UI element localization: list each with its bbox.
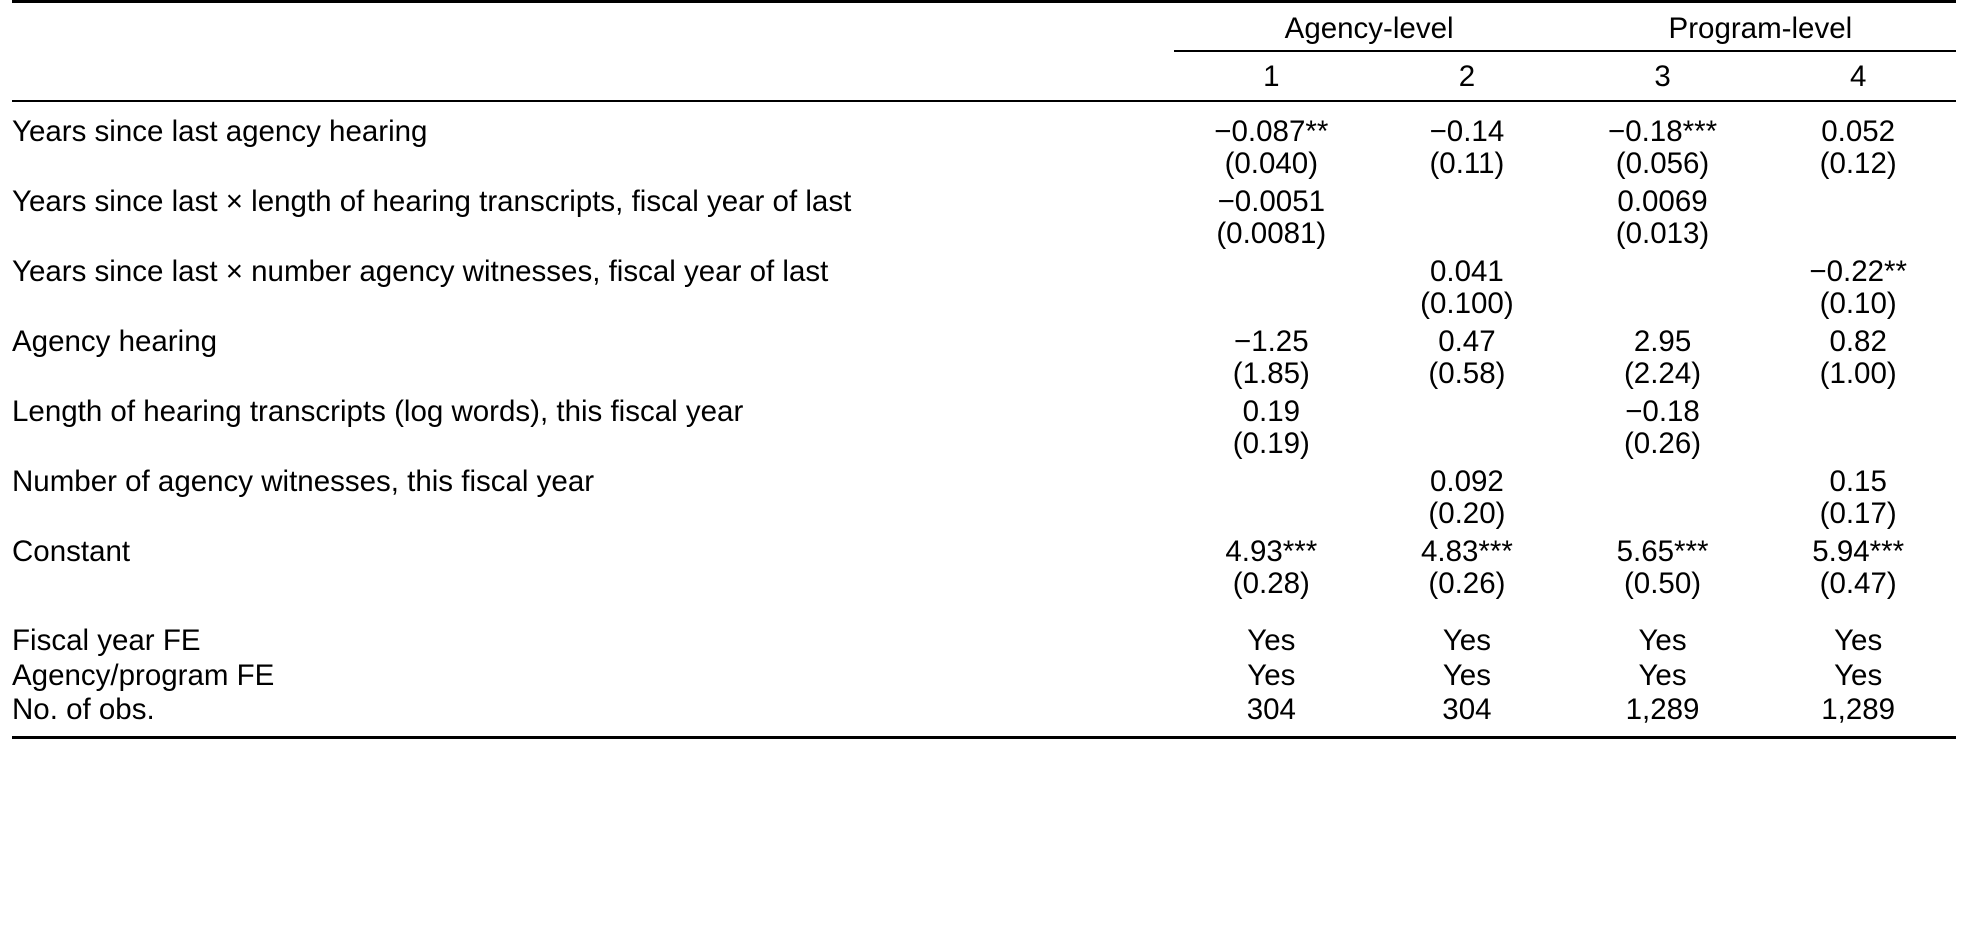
row-label: Years since last × number agency witnesses, fiscal year of last xyxy=(12,255,829,288)
row-label: Length of hearing transcripts (log words), this fiscal year xyxy=(12,395,744,428)
row-label: Years since last × length of hearing transcripts, fiscal year of last xyxy=(12,185,852,218)
row-se: (2.24) xyxy=(1623,356,1702,390)
row-value xyxy=(1760,388,1956,427)
row-se: (0.26) xyxy=(1428,566,1506,600)
table-row-se xyxy=(12,147,1956,179)
table-row xyxy=(12,388,1956,427)
row-se: (0.26) xyxy=(1623,426,1702,460)
row-value: 0.15 xyxy=(1829,465,1887,498)
row-value xyxy=(1565,248,1761,287)
row-value: −0.18 xyxy=(1625,395,1700,428)
footer-value: Yes xyxy=(1247,658,1296,692)
row-value: 0.041 xyxy=(1430,255,1504,288)
row-se xyxy=(1760,217,1956,249)
row-se xyxy=(1174,497,1370,529)
row-se: (0.19) xyxy=(1232,426,1310,460)
footer-value: Yes xyxy=(1638,658,1687,692)
row-se: (0.17) xyxy=(1819,496,1897,530)
row-label-blank xyxy=(12,567,1174,599)
row-value: 0.0069 xyxy=(1617,185,1708,218)
footer-value: Yes xyxy=(1834,624,1883,657)
table-row xyxy=(12,318,1956,357)
group-header-blank xyxy=(12,14,1174,51)
table-row-se xyxy=(12,567,1956,599)
spacer xyxy=(12,598,1956,614)
table-bottom-rule xyxy=(12,737,1956,739)
row-se: (0.58) xyxy=(1428,356,1506,390)
row-label: Agency hearing xyxy=(12,325,218,358)
row-se: (0.28) xyxy=(1232,566,1310,600)
row-value: 4.93*** xyxy=(1225,535,1318,568)
row-value: 4.83*** xyxy=(1420,535,1513,568)
footer-value: 304 xyxy=(1442,693,1492,726)
row-se: (1.85) xyxy=(1232,356,1310,390)
row-se: (1.00) xyxy=(1819,356,1897,390)
row-label-blank xyxy=(12,497,1174,529)
column-number-blank xyxy=(12,52,1174,102)
row-label-blank xyxy=(12,357,1174,389)
row-value xyxy=(1565,458,1761,497)
row-se: (0.056) xyxy=(1615,146,1710,180)
row-se: (0.11) xyxy=(1429,146,1505,180)
row-value xyxy=(1369,178,1565,217)
footer-label-fiscal-year-fe: Fiscal year FE xyxy=(12,624,201,657)
spacer xyxy=(12,3,1956,14)
row-se: (0.47) xyxy=(1819,566,1897,600)
column-number-1: 1 xyxy=(1263,59,1280,93)
group-header-program-level: Program-level xyxy=(1668,12,1853,45)
column-number-row xyxy=(12,52,1956,102)
row-se: (0.20) xyxy=(1428,496,1506,530)
row-value: 0.092 xyxy=(1430,465,1504,498)
row-value: 0.82 xyxy=(1829,325,1887,358)
footer-value: Yes xyxy=(1638,624,1687,657)
row-se xyxy=(1565,497,1761,529)
column-number-4: 4 xyxy=(1849,59,1867,93)
row-value: −0.087** xyxy=(1214,115,1329,148)
spacer xyxy=(12,725,1956,738)
row-value: 0.47 xyxy=(1438,325,1496,358)
footer-value: 1,289 xyxy=(1821,693,1896,726)
column-number-3: 3 xyxy=(1654,59,1671,93)
row-se xyxy=(1369,217,1565,249)
row-se xyxy=(1760,427,1956,459)
row-value: −0.14 xyxy=(1429,115,1505,148)
row-value xyxy=(1369,388,1565,427)
row-se xyxy=(1174,287,1370,319)
table-row xyxy=(12,178,1956,217)
row-se: (0.0081) xyxy=(1216,216,1327,250)
table-row xyxy=(12,458,1956,497)
regression-table xyxy=(12,0,1956,739)
footer-label-agency-program-fe: Agency/program FE xyxy=(12,658,275,692)
footer-value: 1,289 xyxy=(1625,693,1700,726)
footer-value: 304 xyxy=(1246,693,1296,726)
footer-value: Yes xyxy=(1442,658,1491,692)
row-se xyxy=(1565,287,1761,319)
row-value: −1.25 xyxy=(1233,325,1309,358)
row-value: 2.95 xyxy=(1633,325,1692,358)
footer-label-no-of-obs: No. of obs. xyxy=(12,693,155,726)
table-row xyxy=(12,528,1956,567)
table-row-footer xyxy=(12,614,1956,656)
row-value: 5.94*** xyxy=(1812,535,1905,568)
table-row-se xyxy=(12,217,1956,249)
table-row-se xyxy=(12,287,1956,319)
table-row xyxy=(12,108,1956,147)
row-label-blank xyxy=(12,217,1174,249)
footer-value: Yes xyxy=(1247,624,1296,657)
row-label: Years since last agency hearing xyxy=(12,115,428,148)
row-label-blank xyxy=(12,427,1174,459)
row-se xyxy=(1369,427,1565,459)
row-value xyxy=(1760,178,1956,217)
row-label: Constant xyxy=(12,535,131,568)
row-se: (0.040) xyxy=(1224,146,1319,180)
row-value: −0.18*** xyxy=(1607,115,1718,148)
table-row-footer xyxy=(12,690,1956,725)
row-value: 0.19 xyxy=(1242,395,1301,428)
column-number-2: 2 xyxy=(1458,59,1476,93)
row-se: (0.12) xyxy=(1819,146,1897,180)
row-value: 5.65*** xyxy=(1616,535,1709,568)
row-label-blank xyxy=(12,147,1174,179)
table-row-se xyxy=(12,357,1956,389)
row-value xyxy=(1174,458,1370,497)
row-value: −0.0051 xyxy=(1217,185,1326,218)
row-se: (0.10) xyxy=(1819,286,1897,320)
footer-value: Yes xyxy=(1834,658,1883,692)
table-row-se xyxy=(12,497,1956,529)
row-value: −0.22** xyxy=(1809,255,1907,288)
group-header-row xyxy=(12,14,1956,51)
table-row-se xyxy=(12,427,1956,459)
row-se: (0.50) xyxy=(1623,566,1702,600)
table-row xyxy=(12,248,1956,287)
row-value xyxy=(1174,248,1370,287)
row-label-blank xyxy=(12,287,1174,319)
table-row-footer xyxy=(12,656,1956,691)
row-se: (0.013) xyxy=(1615,216,1710,250)
footer-value: Yes xyxy=(1442,624,1491,657)
row-value: 0.052 xyxy=(1821,115,1896,148)
row-se: (0.100) xyxy=(1420,286,1514,320)
row-label: Number of agency witnesses, this fiscal year xyxy=(12,465,595,498)
group-header-agency-level: Agency-level xyxy=(1284,12,1454,45)
